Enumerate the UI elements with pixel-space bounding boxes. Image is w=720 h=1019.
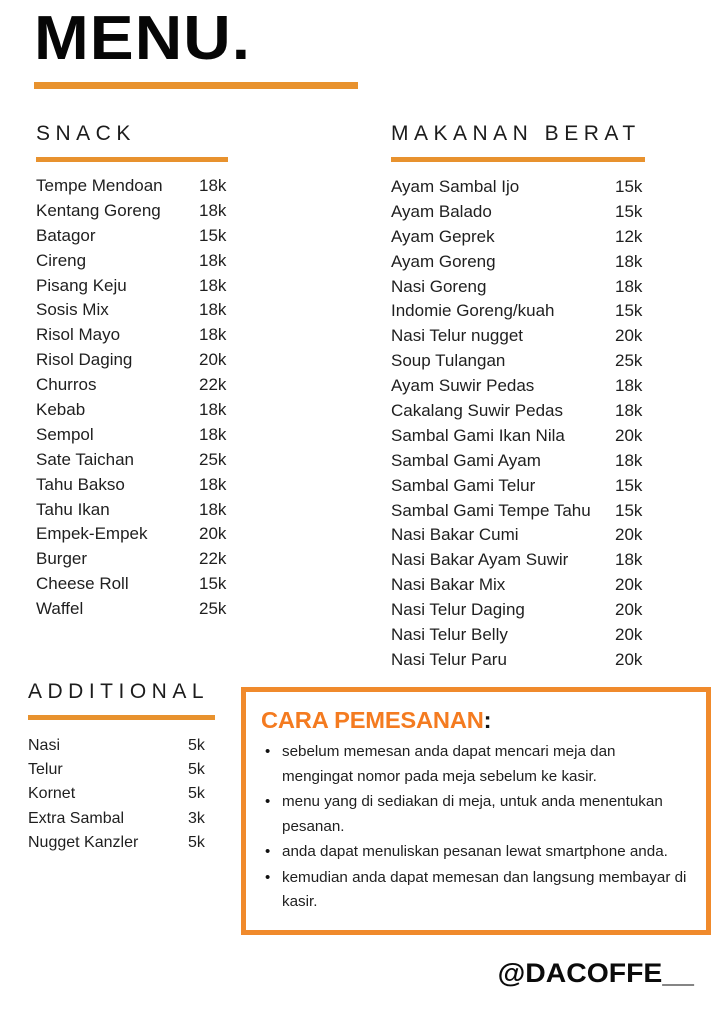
menu-item-price: 20k bbox=[615, 425, 643, 445]
menu-item-name: Nasi Telur Daging bbox=[391, 600, 525, 620]
menu-item-name: Nasi Goreng bbox=[391, 276, 487, 296]
menu-item-name: Sate Taichan bbox=[36, 449, 134, 469]
menu-item-row bbox=[391, 476, 691, 501]
menu-item-row bbox=[28, 737, 243, 761]
menu-item-name: Sambal Gami Ayam bbox=[391, 450, 541, 470]
bullet-icon: • bbox=[265, 793, 271, 810]
section-rule-additional bbox=[28, 715, 215, 720]
menu-item-name: Burger bbox=[36, 549, 88, 569]
order-instructions-inner bbox=[246, 692, 706, 930]
order-step-item bbox=[261, 840, 689, 865]
section-additional bbox=[28, 680, 243, 858]
menu-item-name: Kornet bbox=[28, 785, 76, 803]
menu-item-name: Nasi Bakar Mix bbox=[391, 575, 506, 595]
menu-item-row bbox=[36, 201, 266, 226]
menu-item-price: 18k bbox=[615, 401, 643, 421]
menu-item-row bbox=[28, 834, 243, 858]
menu-item-row bbox=[36, 226, 266, 251]
menu-item-row bbox=[391, 600, 691, 625]
menu-item-name: Waffel bbox=[36, 599, 84, 619]
menu-item-row bbox=[36, 574, 266, 599]
menu-item-price: 20k bbox=[615, 649, 643, 669]
menu-item-name: Ayam Goreng bbox=[391, 251, 496, 271]
menu-item-name: Nasi Bakar Ayam Suwir bbox=[391, 550, 569, 570]
menu-item-name: Telur bbox=[28, 761, 63, 779]
menu-item-price: 18k bbox=[199, 499, 227, 519]
menu-item-price: 18k bbox=[615, 251, 643, 271]
menu-item-name: Tahu Bakso bbox=[36, 474, 125, 494]
menu-list-additional bbox=[28, 737, 243, 858]
menu-item-name: Nugget Kanzler bbox=[28, 833, 139, 851]
bullet-icon: • bbox=[265, 843, 271, 860]
menu-item-row bbox=[36, 325, 266, 350]
menu-item-name: Kebab bbox=[36, 400, 86, 420]
page-title: MENU. bbox=[34, 4, 252, 73]
menu-item-price: 25k bbox=[615, 351, 643, 371]
menu-item-price: 25k bbox=[199, 599, 227, 619]
menu-item-price: 18k bbox=[615, 376, 643, 396]
menu-item-name: Cheese Roll bbox=[36, 574, 129, 594]
menu-item-name: Churros bbox=[36, 375, 97, 395]
order-step-text: menu yang di sediakan di meja, untuk anda menentukan pesanan. bbox=[282, 793, 663, 835]
section-makanan-berat bbox=[391, 122, 691, 675]
order-step-item bbox=[261, 740, 689, 789]
menu-item-row bbox=[391, 525, 691, 550]
menu-item-row bbox=[391, 202, 691, 227]
menu-item-name: Nasi Bakar Cumi bbox=[391, 525, 519, 545]
menu-item-price: 18k bbox=[199, 424, 227, 444]
menu-item-name: Ayam Geprek bbox=[391, 226, 495, 246]
menu-item-name: Nasi Telur nugget bbox=[391, 326, 523, 346]
menu-item-name: Sempol bbox=[36, 424, 94, 444]
menu-item-price: 18k bbox=[615, 276, 643, 296]
menu-item-row bbox=[36, 549, 266, 574]
menu-item-row bbox=[391, 426, 691, 451]
order-step-text: kemudian anda dapat memesan dan langsung membayar di kasir. bbox=[282, 868, 687, 910]
menu-item-row bbox=[391, 177, 691, 202]
menu-item-price: 15k bbox=[615, 500, 643, 520]
menu-item-row bbox=[391, 227, 691, 252]
bullet-icon: • bbox=[265, 743, 271, 760]
menu-item-price: 18k bbox=[199, 250, 227, 270]
menu-item-row bbox=[36, 400, 266, 425]
menu-item-name: Pisang Keju bbox=[36, 275, 127, 295]
menu-item-row bbox=[36, 251, 266, 276]
menu-item-price: 5k bbox=[188, 737, 205, 754]
order-step-item bbox=[261, 790, 689, 839]
menu-item-price: 22k bbox=[199, 375, 227, 395]
menu-item-name: Extra Sambal bbox=[28, 809, 125, 827]
menu-item-price: 3k bbox=[188, 809, 205, 827]
menu-item-row bbox=[391, 376, 691, 401]
menu-item-name: Nasi Telur Belly bbox=[391, 625, 508, 645]
menu-item-price: 18k bbox=[199, 275, 227, 295]
menu-list-makanan-berat bbox=[391, 177, 691, 675]
menu-item-price: 18k bbox=[199, 400, 227, 420]
menu-item-price: 5k bbox=[188, 785, 205, 803]
order-steps-list bbox=[261, 740, 689, 915]
menu-item-row bbox=[36, 350, 266, 375]
section-rule-makanan-berat bbox=[391, 157, 645, 162]
menu-item-name: Nasi bbox=[28, 737, 61, 754]
menu-item-price: 18k bbox=[199, 325, 227, 345]
bullet-icon: • bbox=[265, 868, 271, 886]
menu-item-price: 5k bbox=[188, 833, 205, 851]
menu-item-row bbox=[36, 425, 266, 450]
menu-item-price: 5k bbox=[188, 761, 205, 779]
menu-item-price: 18k bbox=[615, 550, 643, 570]
menu-item-row bbox=[36, 450, 266, 475]
menu-item-name: Ayam Sambal Ijo bbox=[391, 177, 520, 196]
menu-item-row bbox=[36, 375, 266, 400]
menu-item-name: Nasi Telur Paru bbox=[391, 649, 507, 669]
menu-item-row bbox=[36, 276, 266, 301]
menu-item-name: Kentang Goreng bbox=[36, 200, 161, 220]
menu-item-row bbox=[36, 176, 266, 201]
menu-list-snack bbox=[36, 176, 266, 624]
menu-item-row bbox=[391, 451, 691, 476]
section-heading-makanan-berat: MAKANAN BERAT bbox=[391, 122, 641, 145]
menu-item-row bbox=[36, 475, 266, 500]
menu-item-price: 12k bbox=[615, 226, 643, 246]
menu-item-row bbox=[391, 301, 691, 326]
menu-item-price: 15k bbox=[199, 574, 227, 594]
menu-item-price: 20k bbox=[615, 525, 643, 545]
menu-item-row bbox=[28, 785, 243, 809]
menu-item-row bbox=[391, 501, 691, 526]
social-handle: @DACOFFE__ bbox=[497, 958, 694, 988]
menu-item-price: 15k bbox=[615, 201, 643, 221]
title-underline-rule bbox=[34, 82, 358, 89]
menu-item-row bbox=[391, 277, 691, 302]
menu-item-price: 20k bbox=[615, 326, 643, 346]
menu-item-name: Empek-Empek bbox=[36, 524, 148, 544]
order-instructions-title bbox=[261, 707, 702, 734]
menu-item-row bbox=[391, 575, 691, 600]
menu-item-name: Cakalang Suwir Pedas bbox=[391, 401, 563, 421]
menu-item-name: Cireng bbox=[36, 250, 87, 270]
menu-item-row bbox=[36, 599, 266, 624]
menu-item-price: 18k bbox=[199, 474, 227, 494]
menu-item-price: 20k bbox=[615, 600, 643, 620]
menu-item-row bbox=[36, 300, 266, 325]
order-title-text: CARA PEMESANAN bbox=[261, 707, 484, 733]
order-step-item bbox=[261, 866, 689, 915]
menu-title-block bbox=[34, 4, 374, 89]
menu-item-name: Tempe Mendoan bbox=[36, 176, 163, 195]
menu-item-price: 20k bbox=[615, 625, 643, 645]
menu-item-name: Indomie Goreng/kuah bbox=[391, 301, 555, 321]
menu-item-price: 15k bbox=[199, 225, 227, 245]
menu-item-row bbox=[28, 761, 243, 785]
menu-item-row bbox=[391, 550, 691, 575]
section-heading-additional: ADDITIONAL bbox=[28, 680, 210, 703]
menu-item-row bbox=[36, 524, 266, 549]
menu-item-name: Tahu Ikan bbox=[36, 499, 110, 519]
menu-item-row bbox=[391, 326, 691, 351]
section-snack bbox=[36, 122, 266, 624]
menu-item-price: 20k bbox=[199, 350, 227, 370]
order-step-text: anda dapat menuliskan pesanan lewat smartphone anda. bbox=[282, 843, 668, 860]
menu-item-name: Risol Daging bbox=[36, 350, 133, 370]
menu-item-price: 15k bbox=[615, 177, 643, 196]
menu-item-price: 18k bbox=[199, 200, 227, 220]
menu-item-name: Sosis Mix bbox=[36, 300, 109, 320]
section-rule-snack bbox=[36, 157, 228, 162]
menu-item-price: 20k bbox=[199, 524, 227, 544]
menu-item-name: Soup Tulangan bbox=[391, 351, 506, 371]
menu-item-name: Sambal Gami Tempe Tahu bbox=[391, 500, 591, 520]
menu-item-row bbox=[36, 500, 266, 525]
order-step-text: sebelum memesan anda dapat mencari meja dan mengingat nomor pada meja sebelum ke kasir. bbox=[282, 743, 616, 785]
menu-item-name: Sambal Gami Ikan Nila bbox=[391, 425, 565, 445]
menu-item-price: 15k bbox=[615, 301, 643, 321]
order-instructions-box bbox=[241, 687, 711, 935]
menu-item-price: 20k bbox=[615, 575, 643, 595]
menu-item-name: Sambal Gami Telur bbox=[391, 475, 536, 495]
menu-item-row bbox=[391, 625, 691, 650]
section-heading-snack: SNACK bbox=[36, 122, 136, 145]
menu-item-row bbox=[391, 401, 691, 426]
menu-item-price: 18k bbox=[615, 450, 643, 470]
menu-item-row bbox=[391, 351, 691, 376]
menu-item-name: Risol Mayo bbox=[36, 325, 121, 345]
menu-item-name: Batagor bbox=[36, 225, 96, 245]
menu-item-row bbox=[28, 810, 243, 834]
menu-item-name: Ayam Suwir Pedas bbox=[391, 376, 535, 396]
menu-item-price: 18k bbox=[199, 176, 227, 195]
menu-item-price: 25k bbox=[199, 449, 227, 469]
order-title-colon: : bbox=[483, 707, 492, 733]
menu-item-name: Ayam Balado bbox=[391, 201, 492, 221]
menu-item-row bbox=[391, 650, 691, 675]
menu-item-price: 15k bbox=[615, 475, 643, 495]
menu-item-price: 18k bbox=[199, 300, 227, 320]
menu-item-price: 22k bbox=[199, 549, 227, 569]
menu-item-row bbox=[391, 252, 691, 277]
